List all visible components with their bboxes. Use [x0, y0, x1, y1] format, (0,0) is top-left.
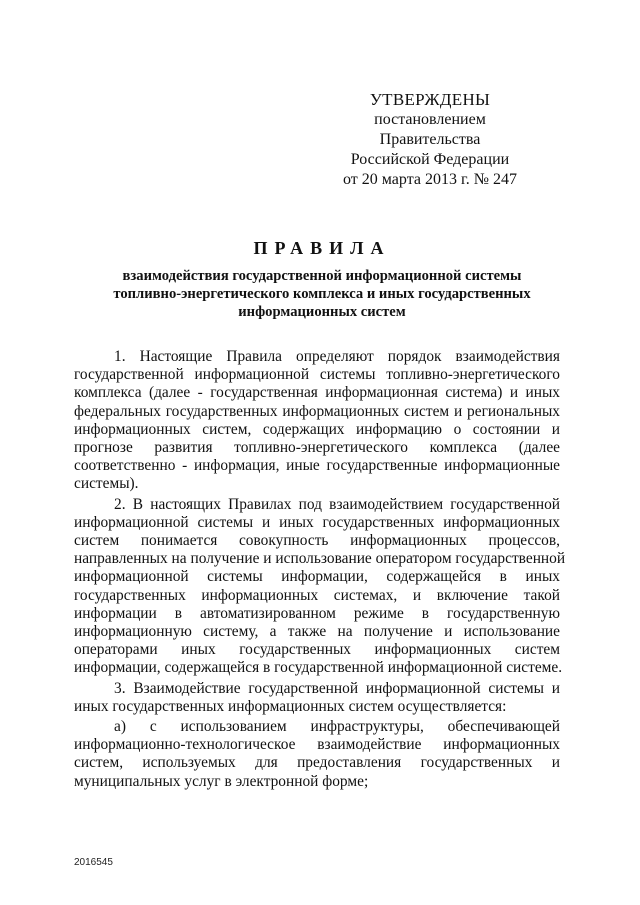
- text-line: информационных систем, содержащих информацию о состоянии и: [74, 420, 560, 438]
- approval-title: УТВЕРЖДЕНЫ: [369, 90, 491, 109]
- text-line: 1. Настоящие Правила определяют порядок взаимодействия: [114, 348, 560, 365]
- text-line: систем понимается совокупность информационных процессов,: [74, 532, 560, 550]
- text-line: информации, содержащейся в государственной информационной системе.: [74, 659, 563, 677]
- text-line: системы).: [74, 475, 139, 493]
- text-line: а) с использованием инфраструктуры, обеспечивающей: [114, 718, 560, 736]
- paragraph-3: [74, 680, 560, 716]
- rules-heading: [74, 238, 570, 321]
- text-line: направленных на получение и использование оператором государственной: [74, 550, 566, 568]
- rules-subtitle-line: информационных систем: [238, 304, 406, 320]
- paragraph-2: [74, 495, 566, 678]
- rules-subtitle-line: топливно-энергетического комплекса и иных государственных: [113, 286, 531, 302]
- text-line: муниципальных услуг в электронной форме;: [74, 772, 369, 790]
- text-line: 2. В настоящих Правилах под взаимодействием государственной: [114, 495, 560, 513]
- text-line: 3. Взаимодействие государственной информационной системы и: [114, 679, 560, 697]
- text-line: информации в автоматизированном режиме в государственную: [74, 604, 560, 622]
- text-line: информационно-технологическое взаимодействие информационных: [74, 736, 560, 754]
- text-line: информационной системы и иных государственных информационных: [74, 513, 560, 531]
- text-line: федеральных государственных информационных систем и региональных: [74, 402, 560, 420]
- approval-line: постановлением Правительства: [374, 111, 486, 148]
- text-line: государственной информационной системы топливно-энергетического: [74, 366, 560, 384]
- text-line: соответственно - информация, иные государственные информационные: [74, 457, 560, 475]
- rules-body: [74, 348, 566, 793]
- document-code: 2016545: [74, 857, 113, 868]
- text-line: информационной системы информации, содержащейся в иных: [74, 568, 560, 586]
- text-line: операторами иных государственных информационных систем: [74, 641, 560, 659]
- text-line: иных государственных информационных систем осуществляется:: [74, 697, 507, 715]
- approval-line: от 20 марта 2013 г. № 247: [343, 171, 517, 188]
- text-line: информационную систему, а также на получение и использование: [74, 623, 560, 641]
- rules-title: ПРАВИЛА: [253, 238, 391, 258]
- text-line: государственных информационных системах, и включение такой: [74, 586, 560, 604]
- approval-line: Российской Федерации: [350, 151, 510, 168]
- paragraph-3a: [74, 718, 560, 791]
- paragraph-1: [74, 348, 560, 494]
- text-line: комплекса (далее - государственная информационная система) и иных: [74, 384, 560, 402]
- approval-block: [330, 90, 530, 190]
- text-line: систем, используемых для предоставления государственных и: [74, 754, 560, 772]
- rules-subtitle-line: взаимодействия государственной информационной системы: [122, 268, 522, 284]
- text-line: прогнозе развития топливно-энергетического комплекса (далее: [74, 439, 560, 457]
